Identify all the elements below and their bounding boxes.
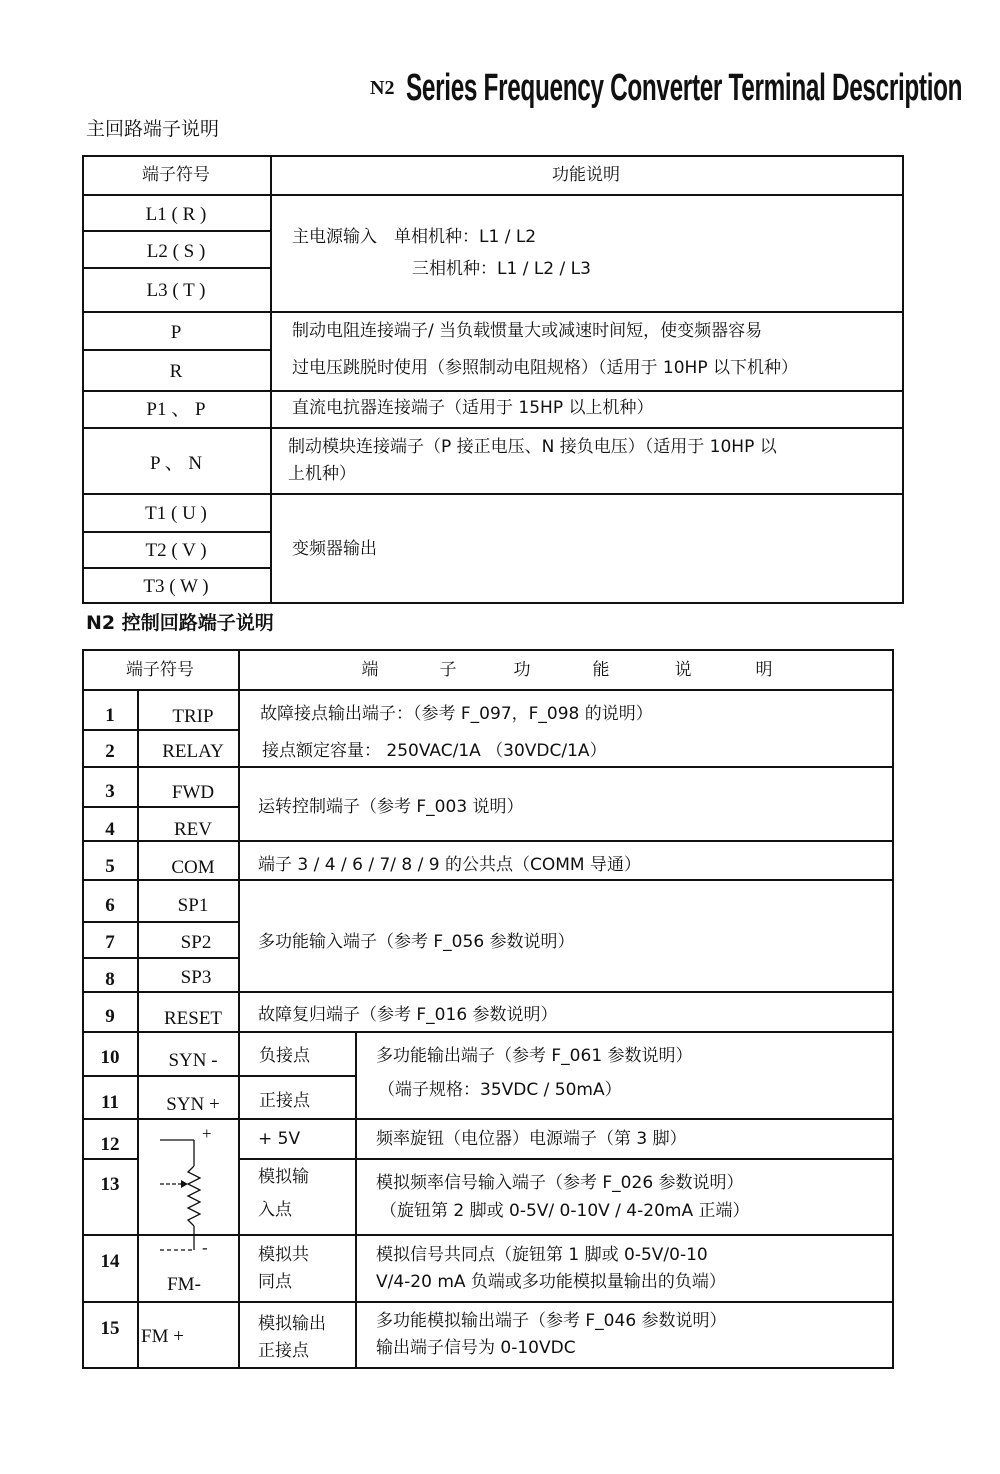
terminal-subtype: 模拟共 — [258, 1245, 309, 1265]
col-header-symbol: 端子符号 — [142, 165, 210, 185]
terminal-number: 10 — [100, 1047, 120, 1068]
function-desc: 直流电抗器连接端子（适用于 15HP 以上机种） — [292, 398, 654, 418]
terminal-symbol: L1 ( R ) — [145, 204, 207, 225]
function-desc: 制动电阻连接端子/ 当负载惯量大或减速时间短，使变频器容易 — [292, 321, 763, 341]
terminal-desc: 接点额定容量： 250VAC/1A （30VDC/1A） — [262, 741, 607, 761]
terminal-name: SP3 — [180, 967, 212, 988]
terminal-symbol: L2 ( S ) — [146, 241, 206, 262]
col-header-function: 功能说明 — [552, 165, 620, 185]
terminal-name: RESET — [163, 1008, 223, 1029]
terminal-subtype: 正接点 — [258, 1341, 309, 1361]
terminal-name: SP1 — [177, 895, 209, 916]
terminal-number: 3 — [105, 781, 115, 802]
terminal-number: 6 — [105, 895, 115, 916]
terminal-number: 5 — [105, 856, 115, 877]
function-desc: 过电压跳脱时使用（参照制动电阻规格）（适用于 10HP 以下机种） — [292, 358, 798, 378]
function-desc: 变频器输出 — [292, 539, 377, 559]
terminal-number: 2 — [105, 741, 115, 762]
control-circuit-heading: N2 控制回路端子说明 — [86, 612, 274, 634]
col-header-function-char: 明 — [755, 660, 773, 680]
terminal-number: 4 — [105, 819, 115, 840]
terminal-number: 1 — [105, 705, 115, 726]
terminal-desc: 多功能模拟输出端子（参考 F_046 参数说明） — [376, 1311, 727, 1331]
terminal-symbol: T2 ( V ) — [145, 540, 207, 561]
terminal-number: 15 — [100, 1318, 120, 1339]
terminal-name: REV — [174, 819, 212, 840]
terminal-desc: 模拟信号共同点（旋钮第 1 脚或 0-5V/0-10 — [376, 1245, 708, 1265]
terminal-number: 12 — [100, 1134, 120, 1155]
terminal-name: TRIP — [172, 706, 214, 727]
terminal-subtype: 入点 — [258, 1200, 292, 1220]
terminal-name: FM- — [167, 1274, 201, 1295]
terminal-symbol: P — [170, 322, 182, 343]
col-header-symbol: 端子符号 — [126, 660, 194, 680]
terminal-symbol: P1 、 P — [146, 399, 206, 420]
potentiometer-symbol — [152, 1126, 222, 1256]
minus-sign: - — [202, 1238, 208, 1257]
document-title — [370, 58, 963, 118]
col-header-function-char: 端 — [361, 660, 379, 680]
terminal-symbol: T3 ( W ) — [143, 576, 209, 597]
terminal-number: 7 — [105, 932, 115, 953]
terminal-name: FWD — [171, 782, 215, 803]
terminal-desc: 端子 3 / 4 / 6 / 7/ 8 / 9 的公共点（COMM 导通） — [258, 855, 641, 875]
terminal-desc: 故障复归端子（参考 F_016 参数说明） — [258, 1005, 558, 1025]
terminal-desc: 模拟频率信号输入端子（参考 F_026 参数说明） — [376, 1173, 744, 1193]
terminal-name: FM + — [141, 1326, 184, 1347]
terminal-name: SYN + — [166, 1094, 220, 1115]
function-desc: 制动模块连接端子（P 接正电压、N 接负电压）（适用于 10HP 以 — [288, 437, 777, 457]
title-prefix: N2 — [370, 76, 395, 99]
function-desc: 三相机种：L1 / L2 / L3 — [412, 259, 591, 279]
terminal-symbol: R — [169, 361, 183, 382]
terminal-number: 9 — [105, 1006, 115, 1027]
terminal-name: COM — [171, 857, 215, 878]
terminal-desc: 多功能输出端子（参考 F_061 参数说明） — [376, 1046, 693, 1066]
terminal-subtype: + 5V — [258, 1129, 301, 1149]
terminal-number: 11 — [101, 1092, 119, 1113]
terminal-desc: 故障接点输出端子：（参考 F_097，F_098 的说明） — [260, 704, 653, 724]
terminal-desc: （旋钮第 2 脚或 0-5V/ 0-10V / 4-20mA 正端） — [380, 1201, 750, 1221]
terminal-symbol: P 、 N — [149, 453, 203, 474]
terminal-desc: （端子规格：35VDC / 50mA） — [378, 1080, 622, 1100]
function-desc: 主电源输入 单相机种：L1 / L2 — [292, 227, 537, 247]
terminal-subtype: 模拟输 — [258, 1167, 309, 1187]
terminal-desc: 运转控制端子（参考 F_003 说明） — [258, 797, 524, 817]
col-header-function-char: 功 — [513, 660, 531, 680]
col-header-function-char: 说 — [674, 660, 692, 680]
col-header-function-char: 能 — [592, 660, 610, 680]
terminal-subtype: 正接点 — [259, 1091, 310, 1111]
terminal-number: 14 — [100, 1251, 120, 1272]
function-desc: 上机种） — [288, 464, 356, 484]
terminal-symbol: L3 ( T ) — [146, 280, 206, 301]
terminal-desc: 输出端子信号为 0-10VDC — [376, 1338, 576, 1358]
terminal-number: 8 — [105, 969, 115, 990]
col-header-function-char: 子 — [439, 660, 457, 680]
terminal-number: 13 — [100, 1174, 120, 1195]
main-circuit-heading: 主回路端子说明 — [86, 118, 220, 140]
terminal-name: RELAY — [162, 741, 224, 762]
terminal-subtype: 同点 — [258, 1272, 292, 1292]
terminal-name: SYN - — [168, 1050, 218, 1071]
terminal-name: SP2 — [180, 932, 212, 953]
plus-sign: + — [202, 1124, 212, 1143]
title-main: Series Frequency Converter Terminal Description — [406, 66, 963, 109]
terminal-subtype: 负接点 — [259, 1046, 310, 1066]
terminal-desc: V/4-20 mA 负端或多功能模拟量输出的负端） — [376, 1272, 726, 1292]
terminal-desc: 多功能输入端子（参考 F_056 参数说明） — [258, 932, 575, 952]
terminal-subtype: 模拟输出 — [258, 1314, 326, 1334]
terminal-desc: 频率旋钮（电位器）电源端子（第 3 脚） — [376, 1129, 687, 1149]
terminal-symbol: T1 ( U ) — [145, 503, 207, 524]
